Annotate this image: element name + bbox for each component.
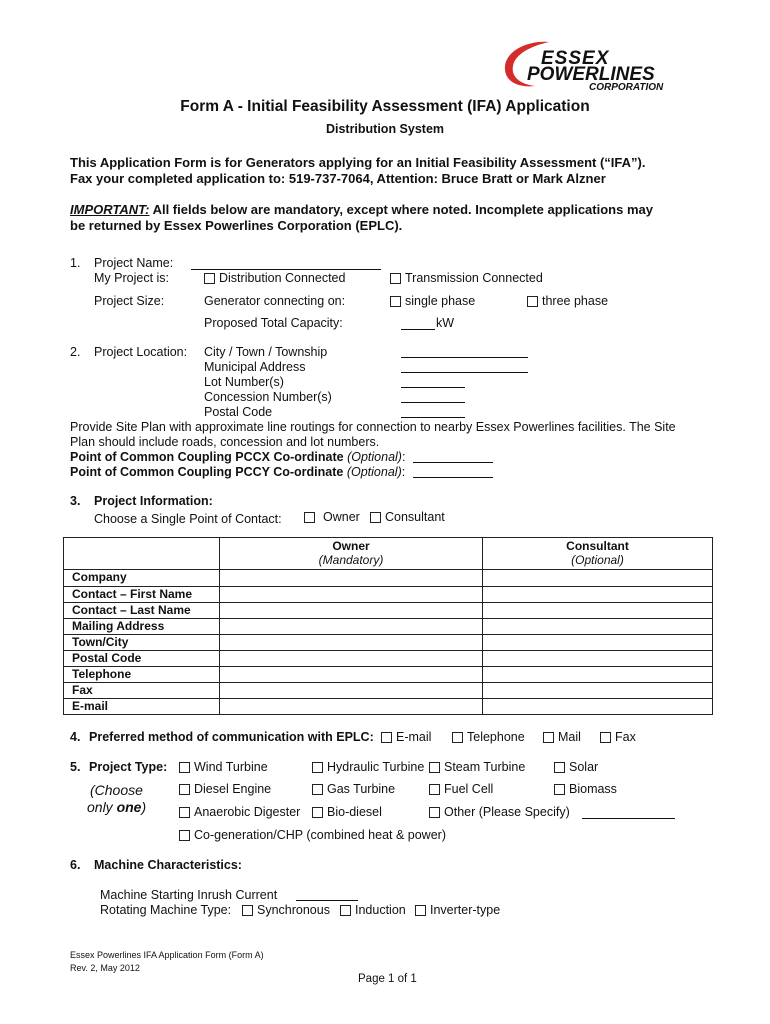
table-header-blank (64, 538, 220, 570)
company-logo (497, 38, 702, 94)
pccx-row (70, 450, 405, 464)
type-other-option[interactable] (429, 805, 570, 819)
type-biodiesel-label: Bio-diesel (327, 805, 382, 819)
type-cogen-option[interactable] (179, 828, 446, 842)
owner-email-field[interactable] (220, 699, 483, 715)
consultant-company-field[interactable] (483, 570, 713, 587)
project-location-label: Project Location: (94, 345, 188, 359)
kw-unit: kW (436, 316, 455, 330)
important-line-2: be returned by Essex Powerlines Corporation (EPLC). (70, 218, 403, 233)
type-biomass-checkbox[interactable] (554, 784, 565, 795)
concession-number-field[interactable] (401, 389, 465, 403)
logo-corporation: CORPORATION (589, 82, 664, 93)
owner-column-subtitle: (Mandatory) (318, 553, 384, 567)
type-wind-checkbox[interactable] (179, 762, 190, 773)
row-label-last-name: Contact – Last Name (64, 603, 220, 619)
type-gas-checkbox[interactable] (312, 784, 323, 795)
type-fuel-cell-option[interactable] (429, 782, 493, 796)
comm-mail-label: Mail (558, 730, 581, 744)
table-row (64, 699, 713, 715)
type-solar-checkbox[interactable] (554, 762, 565, 773)
type-biodiesel-option[interactable] (312, 805, 382, 819)
single-phase-label: single phase (405, 294, 476, 308)
footer-page-number: Page 1 of 1 (358, 973, 417, 985)
type-steam-label: Steam Turbine (444, 760, 526, 774)
distribution-option[interactable] (204, 271, 345, 285)
comm-mail-checkbox[interactable] (543, 732, 554, 743)
machine-induction-checkbox[interactable] (340, 905, 351, 916)
distribution-label: Distribution Connected (219, 271, 346, 285)
section-6-number: 6. (70, 858, 81, 872)
type-anaerobic-label: Anaerobic Digester (194, 805, 301, 819)
lot-number-label: Lot Number(s) (204, 375, 284, 389)
contact-owner-label: Owner (323, 510, 360, 524)
contact-owner-option[interactable] (304, 510, 360, 524)
machine-synchronous-option[interactable] (242, 903, 330, 917)
type-cogen-checkbox[interactable] (179, 830, 190, 841)
type-fuel-cell-checkbox[interactable] (429, 784, 440, 795)
type-gas-option[interactable] (312, 782, 395, 796)
contact-consultant-label: Consultant (385, 510, 445, 524)
important-label: IMPORTANT: (70, 202, 150, 217)
capacity-field[interactable] (401, 316, 435, 330)
type-other-checkbox[interactable] (429, 807, 440, 818)
lot-number-field[interactable] (401, 374, 465, 388)
section-3-number: 3. (70, 494, 81, 508)
pccy-colon: : (401, 465, 406, 479)
comm-fax-checkbox[interactable] (600, 732, 611, 743)
owner-town-city-field[interactable] (220, 635, 483, 651)
three-phase-label: three phase (542, 294, 609, 308)
postal-code-label: Postal Code (204, 405, 273, 419)
type-solar-label: Solar (569, 760, 599, 774)
type-hydraulic-label: Hydraulic Turbine (327, 760, 425, 774)
comm-mail-option[interactable] (543, 730, 581, 744)
intro-line-1: This Application Form is for Generators applying for an Initial Feasibility Assessment (“IFA”). (70, 155, 646, 170)
consultant-last-name-field[interactable] (483, 603, 713, 619)
choose-close: ) (141, 799, 147, 815)
pccx-field[interactable] (413, 449, 493, 463)
form-subtitle: Distribution System (325, 122, 445, 136)
inrush-current-label: Machine Starting Inrush Current (100, 888, 278, 902)
type-hydraulic-checkbox[interactable] (312, 762, 323, 773)
consultant-email-field[interactable] (483, 699, 713, 715)
table-row (64, 651, 713, 667)
machine-inverter-checkbox[interactable] (415, 905, 426, 916)
type-biomass-label: Biomass (569, 782, 617, 796)
pccx-optional: (Optional) (347, 450, 402, 464)
row-label-town-city: Town/City (64, 635, 220, 651)
type-biodiesel-checkbox[interactable] (312, 807, 323, 818)
city-field[interactable] (401, 344, 528, 358)
table-row (64, 667, 713, 683)
type-other-field[interactable] (582, 805, 675, 819)
consultant-town-city-field[interactable] (483, 635, 713, 651)
machine-induction-label: Induction (355, 903, 406, 917)
type-solar-option[interactable] (554, 760, 598, 774)
type-gas-label: Gas Turbine (327, 782, 396, 796)
owner-company-field[interactable] (220, 570, 483, 587)
transmission-checkbox[interactable] (390, 273, 401, 284)
row-label-email: E-mail (64, 699, 220, 715)
project-information-label: Project Information: (94, 494, 213, 508)
section-5-number: 5. (70, 760, 81, 774)
type-diesel-option[interactable] (179, 782, 271, 796)
row-label-first-name: Contact – First Name (64, 587, 220, 603)
footer-form-name: Essex Powerlines IFA Application Form (Form A) (70, 950, 264, 960)
municipal-address-label: Municipal Address (204, 360, 306, 374)
generator-connecting-label: Generator connecting on: (204, 294, 346, 308)
rotating-machine-label: Rotating Machine Type: (100, 903, 232, 917)
table-row (64, 683, 713, 699)
concession-number-label: Concession Number(s) (204, 390, 332, 404)
city-label: City / Town / Township (204, 345, 328, 359)
type-cogen-label: Co-generation/CHP (combined heat & power) (194, 828, 446, 842)
choose-one-line-1: (Choose (90, 782, 143, 798)
contact-table (63, 537, 713, 715)
comm-email-option[interactable] (381, 730, 431, 744)
footer-revision: Rev. 2, May 2012 (70, 963, 140, 973)
consultant-column-title: Consultant (566, 539, 629, 553)
type-biomass-option[interactable] (554, 782, 617, 796)
form-title: Form A - Initial Feasibility Assessment (IFA) Application (180, 98, 590, 115)
owner-postal-code-field[interactable] (220, 651, 483, 667)
consultant-first-name-field[interactable] (483, 587, 713, 603)
consultant-column-header (483, 538, 713, 570)
comm-fax-label: Fax (615, 730, 636, 744)
comm-telephone-label: Telephone (467, 730, 525, 744)
pccy-optional: (Optional) (346, 465, 402, 479)
choose-contact-label: Choose a Single Point of Contact: (94, 512, 282, 526)
table-row (64, 603, 713, 619)
section-4-number: 4. (70, 730, 81, 744)
single-phase-option[interactable] (390, 294, 475, 308)
owner-first-name-field[interactable] (220, 587, 483, 603)
single-phase-checkbox[interactable] (390, 296, 401, 307)
consultant-column-subtitle: (Optional) (571, 553, 624, 567)
type-anaerobic-option[interactable] (179, 805, 300, 819)
pccx-colon: : (401, 450, 406, 464)
machine-characteristics-label: Machine Characteristics: (94, 858, 242, 872)
inrush-current-field[interactable] (296, 887, 358, 901)
type-steam-checkbox[interactable] (429, 762, 440, 773)
type-anaerobic-checkbox[interactable] (179, 807, 190, 818)
project-type-label: Project Type: (89, 760, 168, 774)
intro-line-2: Fax your completed application to: 519-737-7064, Attention: Bruce Bratt or Mark Alzner (70, 171, 606, 186)
machine-inverter-option[interactable] (415, 903, 500, 917)
contact-consultant-option[interactable] (370, 510, 445, 524)
comm-telephone-checkbox[interactable] (452, 732, 463, 743)
site-plan-line-2: Plan should include roads, concession and lot numbers. (70, 435, 380, 449)
postal-code-field[interactable] (401, 404, 465, 418)
owner-last-name-field[interactable] (220, 603, 483, 619)
important-text-1: All fields below are mandatory, except where noted. Incomplete applications may (149, 202, 653, 217)
site-plan-line-1: Provide Site Plan with approximate line routings for connection to nearby Essex Powerlines facilities. The Site (70, 420, 676, 434)
municipal-address-field[interactable] (401, 359, 528, 373)
my-project-is-label: My Project is: (94, 271, 170, 285)
transmission-label: Transmission Connected (405, 271, 543, 285)
table-row (64, 587, 713, 603)
transmission-option[interactable] (390, 271, 543, 285)
project-name-label: Project Name: (94, 256, 174, 270)
communication-label: Preferred method of communication with EPLC: (89, 730, 374, 744)
project-size-label: Project Size: (94, 294, 165, 308)
owner-column-title: Owner (332, 539, 370, 553)
row-label-fax: Fax (64, 683, 220, 699)
capacity-label: Proposed Total Capacity: (204, 316, 343, 330)
contact-consultant-checkbox[interactable] (370, 512, 381, 523)
consultant-telephone-field[interactable] (483, 667, 713, 683)
comm-email-checkbox[interactable] (381, 732, 392, 743)
choose-one-line-2 (87, 799, 146, 815)
pccy-row (70, 465, 405, 479)
comm-email-label: E-mail (396, 730, 432, 744)
choose-one-emphasis: one (116, 799, 142, 815)
owner-telephone-field[interactable] (220, 667, 483, 683)
table-header-row (64, 538, 713, 570)
consultant-fax-field[interactable] (483, 683, 713, 699)
three-phase-checkbox[interactable] (527, 296, 538, 307)
type-diesel-label: Diesel Engine (194, 782, 272, 796)
table-row (64, 635, 713, 651)
consultant-postal-code-field[interactable] (483, 651, 713, 667)
contact-owner-checkbox[interactable] (304, 512, 315, 523)
pccx-label: Point of Common Coupling PCCX Co-ordinate (70, 450, 344, 464)
type-diesel-checkbox[interactable] (179, 784, 190, 795)
row-label-postal-code: Postal Code (64, 651, 220, 667)
row-label-telephone: Telephone (64, 667, 220, 683)
pccy-label: Point of Common Coupling PCCY Co-ordinate (70, 465, 344, 479)
table-row (64, 570, 713, 587)
machine-synchronous-checkbox[interactable] (242, 905, 253, 916)
logo-essex: ESSEX (541, 48, 610, 69)
choose-only: only (87, 799, 117, 815)
consultant-mailing-address-field[interactable] (483, 619, 713, 635)
row-label-company: Company (64, 570, 220, 587)
owner-fax-field[interactable] (220, 683, 483, 699)
type-other-label: Other (Please Specify) (444, 805, 570, 819)
pccy-field[interactable] (413, 464, 493, 478)
type-fuel-cell-label: Fuel Cell (444, 782, 494, 796)
machine-inverter-label: Inverter-type (430, 903, 501, 917)
machine-synchronous-label: Synchronous (257, 903, 330, 917)
project-name-field[interactable] (191, 256, 381, 270)
comm-telephone-option[interactable] (452, 730, 525, 744)
distribution-checkbox[interactable] (204, 273, 215, 284)
type-steam-option[interactable] (429, 760, 525, 774)
important-line-1 (70, 202, 653, 217)
type-wind-label: Wind Turbine (194, 760, 268, 774)
table-row (64, 619, 713, 635)
type-hydraulic-option[interactable] (312, 760, 424, 774)
type-wind-option[interactable] (179, 760, 268, 774)
owner-mailing-address-field[interactable] (220, 619, 483, 635)
section-2-number: 2. (70, 345, 81, 359)
row-label-mailing-address: Mailing Address (64, 619, 220, 635)
machine-induction-option[interactable] (340, 903, 406, 917)
three-phase-option[interactable] (527, 294, 608, 308)
owner-column-header (220, 538, 483, 570)
comm-fax-option[interactable] (600, 730, 636, 744)
section-1-number: 1. (70, 256, 81, 270)
logo-powerlines: POWERLINES (527, 64, 655, 85)
